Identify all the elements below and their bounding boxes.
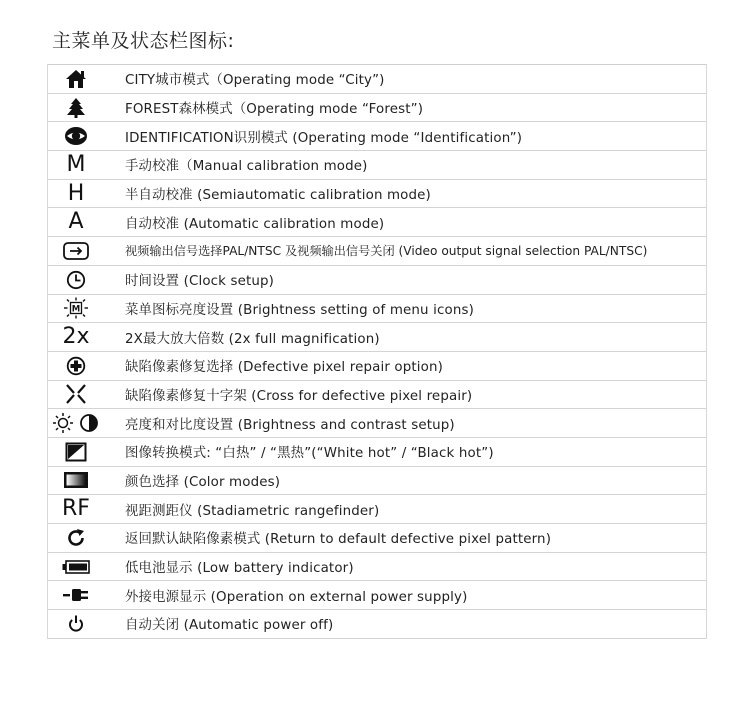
row-text: 自动关闭 (Automatic power off) <box>125 618 334 634</box>
row-text: 亮度和对比度设置 (Brightness and contrast setup) <box>125 417 455 433</box>
image-mode-icon <box>48 438 104 466</box>
table-row <box>48 237 706 266</box>
house-icon <box>48 65 104 93</box>
menu-brightness-icon <box>48 295 104 323</box>
icon-glyph: 2x <box>62 324 90 350</box>
row-text: 缺陷像素修复选择 (Defective pixel repair option) <box>125 360 444 376</box>
table-row <box>48 122 706 151</box>
eye-icon <box>48 122 104 150</box>
row-text: 自动校准 (Automatic calibration mode) <box>125 216 385 232</box>
letter-a-icon <box>48 208 104 236</box>
table-row <box>48 180 706 209</box>
row-text: 返回默认缺陷像素模式 (Return to default defective pixel pattern) <box>125 532 552 548</box>
row-text: 手动校准（Manual calibration mode) <box>125 159 368 175</box>
row-text: IDENTIFICATION识别模式 (Operating mode “Identification”) <box>125 130 523 146</box>
low-battery-icon <box>48 553 104 581</box>
color-modes-icon <box>48 467 104 495</box>
power-icon <box>48 610 104 638</box>
row-text: FOREST森林模式（Operating mode “Forest”) <box>125 102 424 118</box>
table-row <box>48 295 706 324</box>
table-row <box>48 208 706 237</box>
page-title: 主菜单及状态栏图标: <box>52 30 235 52</box>
table-row <box>48 467 706 496</box>
table-row <box>48 94 706 123</box>
row-text: CITY城市模式（Operating mode “City”) <box>125 73 385 89</box>
brightness-contrast-icon <box>48 409 104 437</box>
table-row <box>48 151 706 180</box>
table-row <box>48 524 706 553</box>
clock-icon <box>48 266 104 294</box>
row-text: 2X最大放大倍数 (2x full magnification) <box>125 331 380 347</box>
row-text: 视频输出信号选择PAL/NTSC 及视频输出信号关闭 (Video output signal selection PAL/NTSC) <box>125 244 648 259</box>
svg-text:M: M <box>71 304 81 315</box>
zoom-2x-icon <box>48 323 104 351</box>
table-row <box>48 438 706 467</box>
table-row <box>48 581 706 610</box>
table-row <box>48 65 706 94</box>
row-text: 低电池显示 (Low battery indicator) <box>125 561 354 577</box>
table-row <box>48 553 706 582</box>
external-power-icon <box>48 581 104 609</box>
row-text: 半自动校准 (Semiautomatic calibration mode) <box>125 188 431 204</box>
tree-icon <box>48 94 104 122</box>
table-row <box>48 266 706 295</box>
row-text: 外接电源显示 (Operation on external power supply) <box>125 589 468 605</box>
cross-icon <box>48 381 104 409</box>
icon-glyph: RF <box>62 496 90 522</box>
row-text: 时间设置 (Clock setup) <box>125 274 275 290</box>
row-text: 视距测距仪 (Stadiametric rangefinder) <box>125 503 380 519</box>
table-row <box>48 409 706 438</box>
table-row <box>48 323 706 352</box>
letter-m-icon <box>48 151 104 179</box>
icon-glyph: A <box>68 209 84 235</box>
row-text: 颜色选择 (Color modes) <box>125 474 281 490</box>
table-row <box>48 352 706 381</box>
row-text: 缺陷像素修复十字架 (Cross for defective pixel repair) <box>125 388 473 404</box>
table-row <box>48 495 706 524</box>
letter-h-icon <box>48 180 104 208</box>
icon-glyph: H <box>67 180 85 206</box>
table-row <box>48 381 706 410</box>
reset-icon <box>48 524 104 552</box>
icon-glyph: M <box>66 151 86 177</box>
row-text: 图像转换模式: “白热” / “黑热”(“White hot” / “Black hot”) <box>125 446 494 462</box>
row-text: 菜单图标亮度设置 (Brightness setting of menu icons) <box>125 302 474 318</box>
table-row <box>48 610 706 639</box>
plus-circle-icon <box>48 352 104 380</box>
rangefinder-icon <box>48 495 104 523</box>
icon-table <box>47 64 707 639</box>
video-output-icon <box>48 237 104 265</box>
